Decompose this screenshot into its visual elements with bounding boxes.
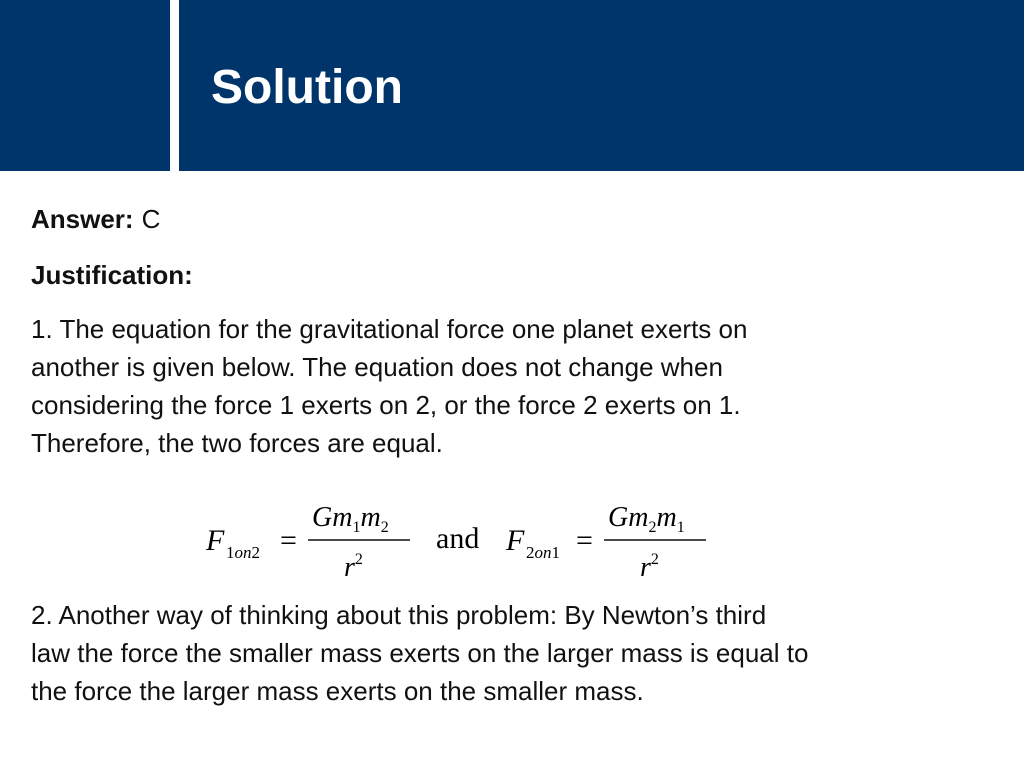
- left-numerator: $Gm_1m_2$: [312, 502, 389, 536]
- paragraph-line: law the force the smaller mass exerts on the larger mass is equal to: [31, 638, 809, 668]
- paragraph-line: Therefore, the two forces are equal.: [31, 428, 443, 458]
- page-title: Solution: [211, 61, 403, 114]
- right-force-subscript: 2on1: [526, 543, 560, 562]
- paragraph-line: 2. Another way of thinking about this problem: By Newton’s third: [31, 600, 767, 630]
- left-equals-sign: =: [280, 524, 297, 557]
- justification-paragraph-2: [31, 596, 1011, 710]
- content-area: [31, 200, 991, 462]
- paragraph-line: the force the larger mass exerts on the smaller mass.: [31, 676, 644, 706]
- right-numerator: $Gm_2m_1$: [608, 502, 685, 536]
- left-force-subscript: 1on2: [226, 543, 260, 562]
- answer-line: [31, 200, 991, 240]
- right-force-symbol: F: [506, 524, 525, 557]
- paragraph-line: 1. The equation for the gravitational force one planet exerts on: [31, 314, 748, 344]
- paragraph-line: another is given below. The equation does not change when: [31, 352, 723, 382]
- header-divider: [170, 0, 179, 171]
- justification-heading: Justification:: [31, 260, 193, 290]
- equation-connector: and: [436, 522, 480, 555]
- gravitational-force-equation: [200, 496, 720, 586]
- left-denominator: $r^2$: [344, 551, 363, 583]
- answer-value: C: [141, 204, 161, 234]
- left-force-symbol: F: [206, 524, 225, 557]
- justification-paragraph-1: [31, 310, 991, 462]
- paragraph-line: considering the force 1 exerts on 2, or the force 2 exerts on 1.: [31, 390, 741, 420]
- header-left-block: [0, 0, 170, 171]
- right-equals-sign: =: [576, 524, 593, 557]
- answer-label: Answer:: [31, 204, 134, 234]
- equation-svg: [200, 496, 720, 586]
- right-denominator: $r^2$: [640, 551, 659, 583]
